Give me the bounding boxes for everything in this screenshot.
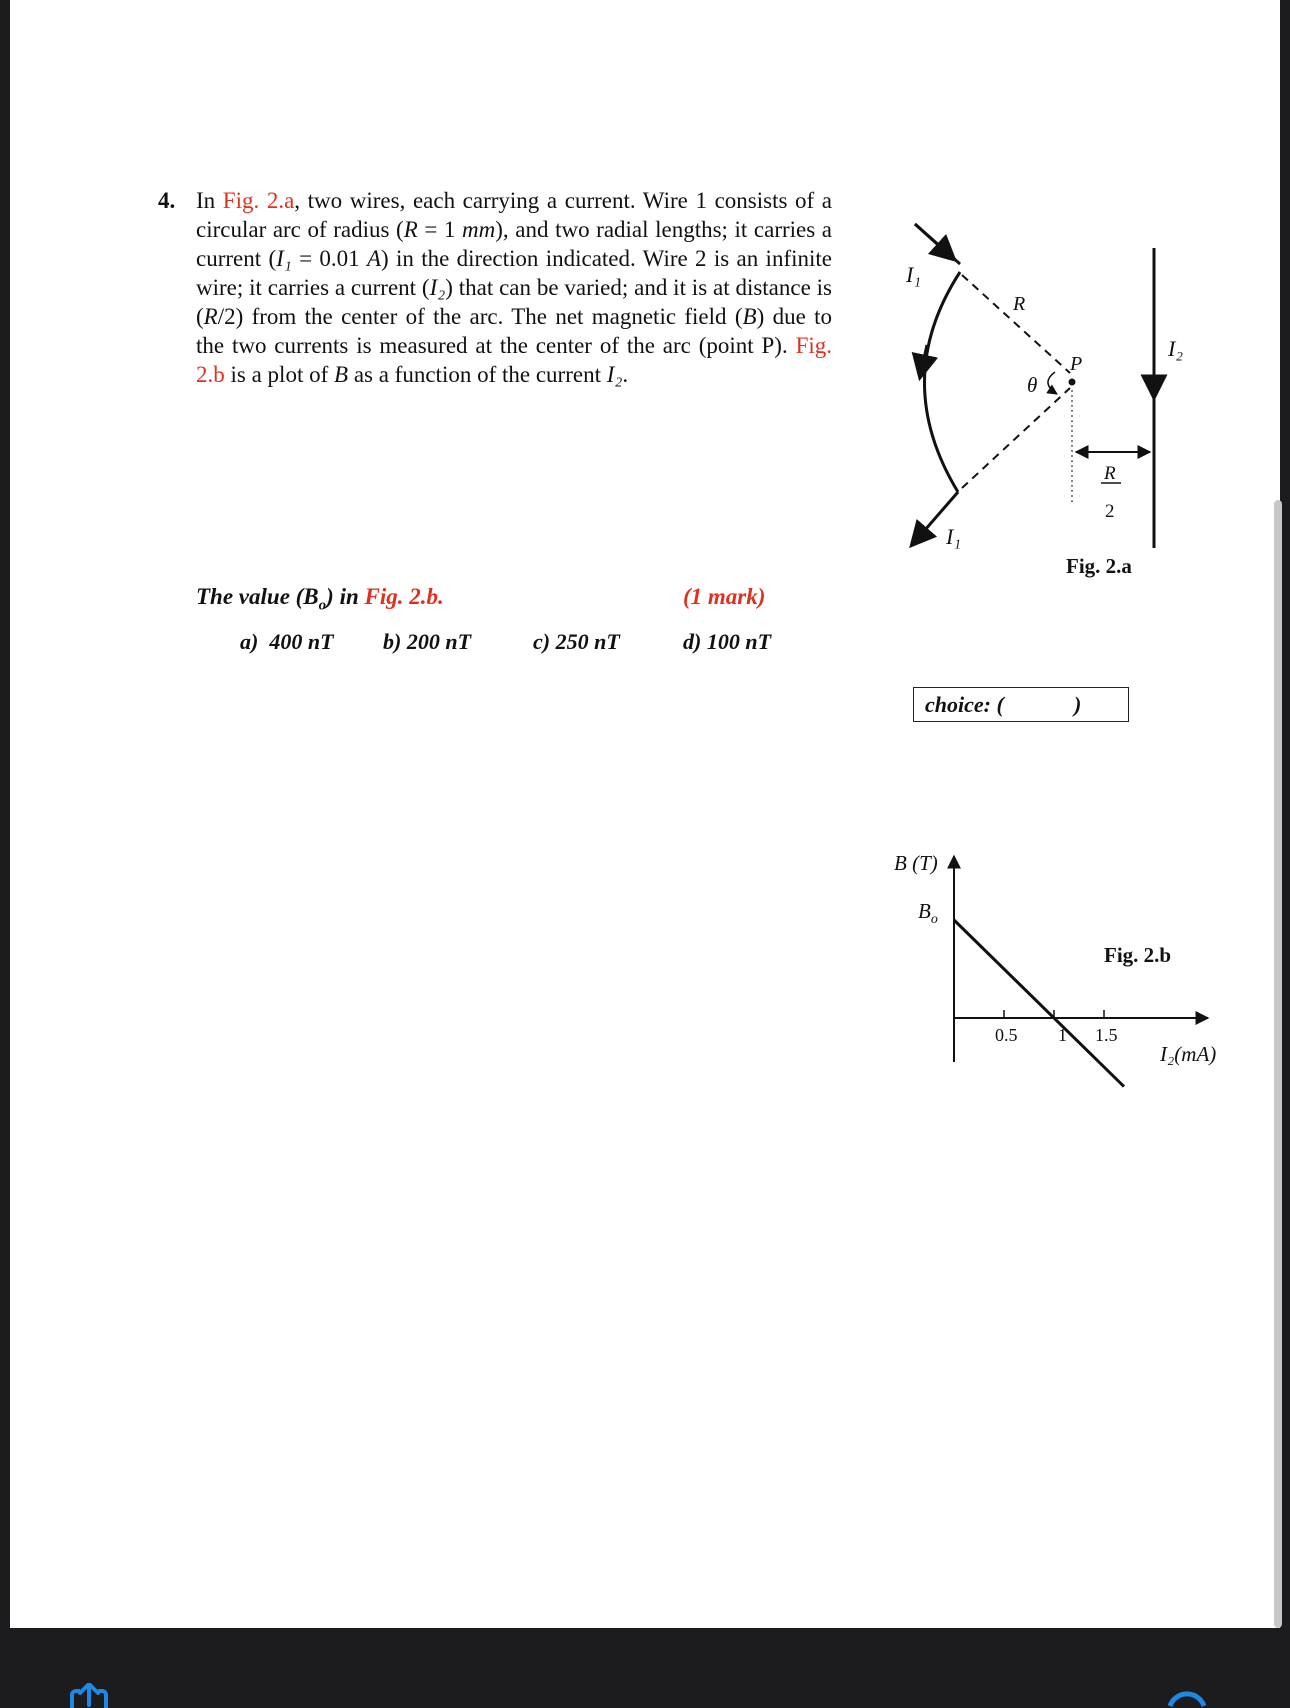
x-tick-label: 0.5	[995, 1025, 1018, 1045]
i1-bottom-label: I₁	[946, 524, 961, 549]
question-segment: , two wires, each carrying a current. Wire 1 consists of a circular arc of radius (	[196, 188, 833, 242]
option-a[interactable]: a) 400 nT	[240, 629, 334, 654]
compass-icon[interactable]	[1160, 1686, 1210, 1708]
wire1-top-arrow	[915, 224, 947, 253]
series-line	[954, 920, 1124, 1087]
question-segment: .	[622, 362, 629, 387]
prompt-mid: ) in	[326, 584, 365, 609]
x-tick-label: 1.5	[1095, 1025, 1118, 1045]
question-segment: B	[742, 304, 757, 329]
question-segment: B	[334, 362, 349, 387]
option-c[interactable]: c) 250 nT	[533, 629, 620, 654]
question-segment: A	[366, 246, 382, 271]
share-icon[interactable]	[64, 1683, 114, 1708]
x-axis-title: I₂(mA)	[1160, 1042, 1217, 1066]
question-segment: R	[403, 217, 418, 242]
question-segment: I₂	[429, 275, 446, 300]
question-segment: as a function of the current	[348, 362, 607, 387]
question-segment: mm	[462, 217, 496, 242]
radius-label: R	[1013, 293, 1026, 315]
fig-2a-caption: Fig. 2.a	[1066, 554, 1132, 578]
marks-label: (1 mark)	[683, 584, 766, 609]
question-segment: Fig. 2.a	[222, 188, 295, 213]
question-segment: ) in the direction indicated. Wire 2 is an infinite wire; it carries a current (	[196, 246, 832, 300]
question-segment: R	[203, 304, 218, 329]
point-p	[1069, 379, 1076, 386]
angle-label: θ	[1027, 373, 1038, 397]
fig-2a	[905, 224, 1183, 578]
i1-top-label: I₁	[906, 262, 921, 287]
prompt-sub: o	[318, 597, 327, 614]
question-segment: is a plot of	[224, 362, 334, 387]
distance-num: R	[1104, 463, 1116, 484]
bottom-toolbar	[0, 1628, 1290, 1708]
question-segment: I₁	[276, 246, 292, 271]
question-segment: In	[196, 188, 223, 213]
question-segment: ), and two radial lengths; it carries a current (	[196, 217, 832, 271]
bo-label: $B_o$	[918, 899, 938, 927]
i2-label: I₂	[1168, 336, 1183, 361]
question-segment: Fig. 2.b	[196, 333, 832, 387]
question-number: 4.	[158, 188, 176, 213]
fig-2b-chart	[894, 851, 1216, 1087]
question-segment: = 0.01	[291, 246, 367, 271]
question-segment: = 1	[417, 217, 463, 242]
distance-den: 2	[1105, 501, 1115, 522]
angle-arc	[1048, 372, 1057, 394]
fig-2b-caption: Fig. 2.b	[1104, 943, 1172, 967]
prompt-prefix: The value (B	[196, 584, 319, 609]
radius-top-dashed	[962, 275, 1070, 373]
option-b[interactable]: b) 200 nT	[383, 629, 472, 654]
wire1-arc	[924, 272, 960, 492]
option-d[interactable]: d) 100 nT	[683, 629, 772, 654]
question-segment: ) due to the two currents is measured at the center of the arc (point P).	[196, 304, 832, 358]
prompt-figure-ref: Fig. 2.b.	[364, 584, 444, 609]
radius-bottom-dashed	[962, 388, 1070, 488]
question-segment: /2) from the center of the arc. The net magnetic field (	[217, 304, 743, 329]
question-segment: ) that can be varied; and it is at distance is (	[196, 275, 832, 329]
choice-close: )	[1074, 692, 1082, 717]
choice-label: choice: (	[925, 692, 1004, 717]
x-tick-label: 1	[1058, 1025, 1067, 1045]
point-p-label: P	[1070, 353, 1083, 375]
y-axis-title: B (T)	[894, 851, 938, 875]
question-segment: I₂	[606, 362, 623, 387]
